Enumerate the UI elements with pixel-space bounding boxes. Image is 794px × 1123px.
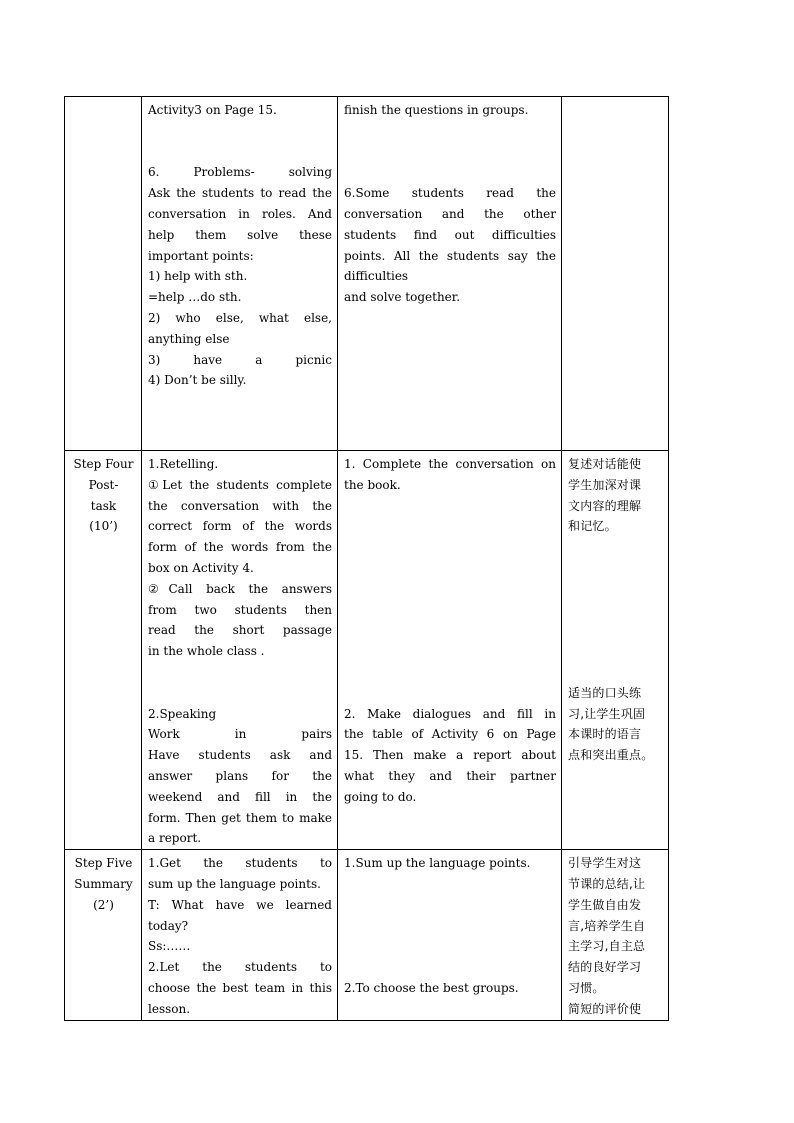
text-line: ①Let the students complete — [148, 477, 332, 492]
blank-line — [148, 142, 332, 163]
blank-line — [344, 916, 556, 937]
text-line: 2) who else, what else, — [148, 310, 332, 325]
text-line: 点和突出重点。 — [568, 748, 654, 763]
text-line: 2.Let the students to — [148, 960, 332, 975]
text-line: 6.Some students read the — [344, 186, 556, 201]
text-line: Summary — [74, 876, 133, 891]
teacher-activity-cell — [142, 97, 338, 451]
text-line: 简短的评价使 — [568, 1001, 642, 1016]
text-line: Step Five — [74, 856, 133, 871]
text-line: read the short passage — [148, 623, 332, 638]
blank-line — [344, 895, 556, 916]
text-line: 4) Don’t be silly. — [148, 373, 247, 388]
text-line: points. All the students say the — [344, 248, 556, 263]
text-line: today? — [148, 918, 189, 933]
text-line: the book. — [344, 477, 401, 492]
text-line: lesson. — [148, 1001, 191, 1016]
blank-line — [344, 874, 556, 895]
student-activity-cell — [338, 850, 562, 1020]
text-line: conversation in roles. And — [148, 206, 332, 221]
text-line: 1. Complete the conversation on — [344, 457, 556, 471]
text-line: in the whole class . — [148, 644, 265, 659]
blank-line — [344, 121, 556, 142]
text-line: 2.To choose the best groups. — [344, 980, 519, 995]
blank-line — [148, 683, 332, 704]
text-line: going to do. — [344, 789, 417, 804]
blank-line — [344, 683, 556, 704]
blank-line — [568, 641, 663, 662]
blank-line — [344, 162, 556, 183]
text-line: Work in pairs — [148, 727, 332, 742]
blank-line — [344, 558, 556, 579]
text-line: anything else — [148, 331, 230, 346]
text-line: Have students ask and — [148, 748, 332, 763]
purpose-cell — [562, 451, 669, 850]
text-line: students find out difficulties — [344, 227, 556, 242]
blank-line — [344, 641, 556, 662]
blank-line — [568, 620, 663, 641]
text-line: answer plans for the — [148, 768, 332, 783]
table-row — [65, 97, 669, 451]
blank-line — [344, 496, 556, 517]
blank-line — [148, 121, 332, 142]
text-line: 主学习,自主总 — [568, 939, 646, 954]
text-line: a report. — [148, 831, 202, 846]
text-line: 言,培养学生自 — [568, 918, 646, 933]
lesson-plan-table — [64, 96, 669, 1021]
text-line: Ss:…… — [148, 939, 191, 954]
text-line: form of the words from the — [148, 540, 332, 555]
text-line: choose the best team in this — [148, 980, 332, 995]
text-line: ②Call back the answers — [148, 581, 332, 596]
text-line: 学生加深对课 — [568, 477, 642, 492]
text-line: sum up the language points. — [148, 876, 321, 891]
text-line: 15. Then make a report about — [344, 748, 556, 763]
text-line: conversation and the other — [344, 206, 556, 221]
text-line: 和记忆。 — [568, 519, 617, 534]
table-row — [65, 451, 669, 850]
blank-line — [344, 579, 556, 600]
text-line: task — [90, 498, 117, 513]
text-line: 习,让学生巩固 — [568, 706, 646, 721]
text-line: 1.Get the students to — [148, 856, 332, 871]
blank-line — [568, 558, 663, 579]
text-line: 文内容的理解 — [568, 498, 642, 513]
student-activity-cell — [338, 97, 562, 451]
text-line: 3) have a picnic — [148, 352, 332, 367]
text-line: =help …do sth. — [148, 290, 242, 305]
blank-line — [148, 662, 332, 683]
text-line: from two students then — [148, 602, 332, 617]
text-line: 节课的总结,让 — [568, 876, 646, 891]
purpose-cell — [562, 97, 669, 451]
text-line: 本课时的语言 — [568, 727, 642, 742]
blank-line — [568, 579, 663, 600]
text-line: the conversation with the — [148, 498, 332, 513]
blank-line — [344, 936, 556, 957]
text-line: 1) help with sth. — [148, 269, 248, 284]
step-cell — [65, 97, 142, 451]
text-line: what they and their partner — [344, 768, 556, 783]
blank-line — [344, 600, 556, 621]
text-line: weekend and fill in the — [148, 789, 332, 804]
text-line: finish the questions in groups. — [344, 103, 529, 117]
purpose-cell — [562, 850, 669, 1020]
text-line: Post- — [88, 477, 119, 492]
text-line: 习惯。 — [568, 980, 605, 995]
text-line: the table of Activity 6 on Page — [344, 727, 556, 742]
text-line: correct form of the words — [148, 519, 332, 534]
blank-line — [568, 600, 663, 621]
text-line: 复述对话能使 — [568, 457, 642, 471]
text-line: Ask the students to read the — [148, 186, 332, 201]
blank-line — [344, 537, 556, 558]
text-line: T: What have we learned — [148, 897, 332, 912]
text-line: form. Then get them to make — [148, 810, 332, 825]
text-line: Activity3 on Page 15. — [148, 103, 277, 117]
text-line: 2.Speaking — [148, 706, 217, 721]
text-line: (2’) — [93, 897, 114, 912]
student-activity-cell — [338, 451, 562, 850]
blank-line — [568, 537, 663, 558]
text-line: 引导学生对这 — [568, 856, 642, 871]
blank-line — [344, 662, 556, 683]
blank-line — [344, 516, 556, 537]
text-line: important points: — [148, 248, 254, 263]
text-line: 6. Problems- solving — [148, 165, 332, 180]
text-line: 1.Retelling. — [148, 457, 219, 471]
teacher-activity-cell — [142, 451, 338, 850]
blank-line — [344, 957, 556, 978]
text-line: (10’) — [89, 519, 118, 534]
teacher-activity-cell — [142, 850, 338, 1020]
text-line: box on Activity 4. — [148, 560, 254, 575]
blank-line — [568, 662, 663, 683]
text-line: 学生做自由发 — [568, 897, 642, 912]
text-line: 结的良好学习 — [568, 960, 642, 975]
text-line: 2. Make dialogues and fill in — [344, 706, 556, 721]
step-cell — [65, 850, 142, 1020]
text-line: help them solve these — [148, 227, 332, 242]
table-row — [65, 850, 669, 1020]
text-line: and solve together. — [344, 290, 461, 305]
blank-line — [344, 142, 556, 163]
blank-line — [344, 620, 556, 641]
text-line: difficulties — [344, 269, 409, 284]
text-line: Step Four — [73, 457, 134, 471]
text-line: 适当的口头练 — [568, 685, 642, 700]
text-line: 1.Sum up the language points. — [344, 856, 531, 871]
step-cell — [65, 451, 142, 850]
